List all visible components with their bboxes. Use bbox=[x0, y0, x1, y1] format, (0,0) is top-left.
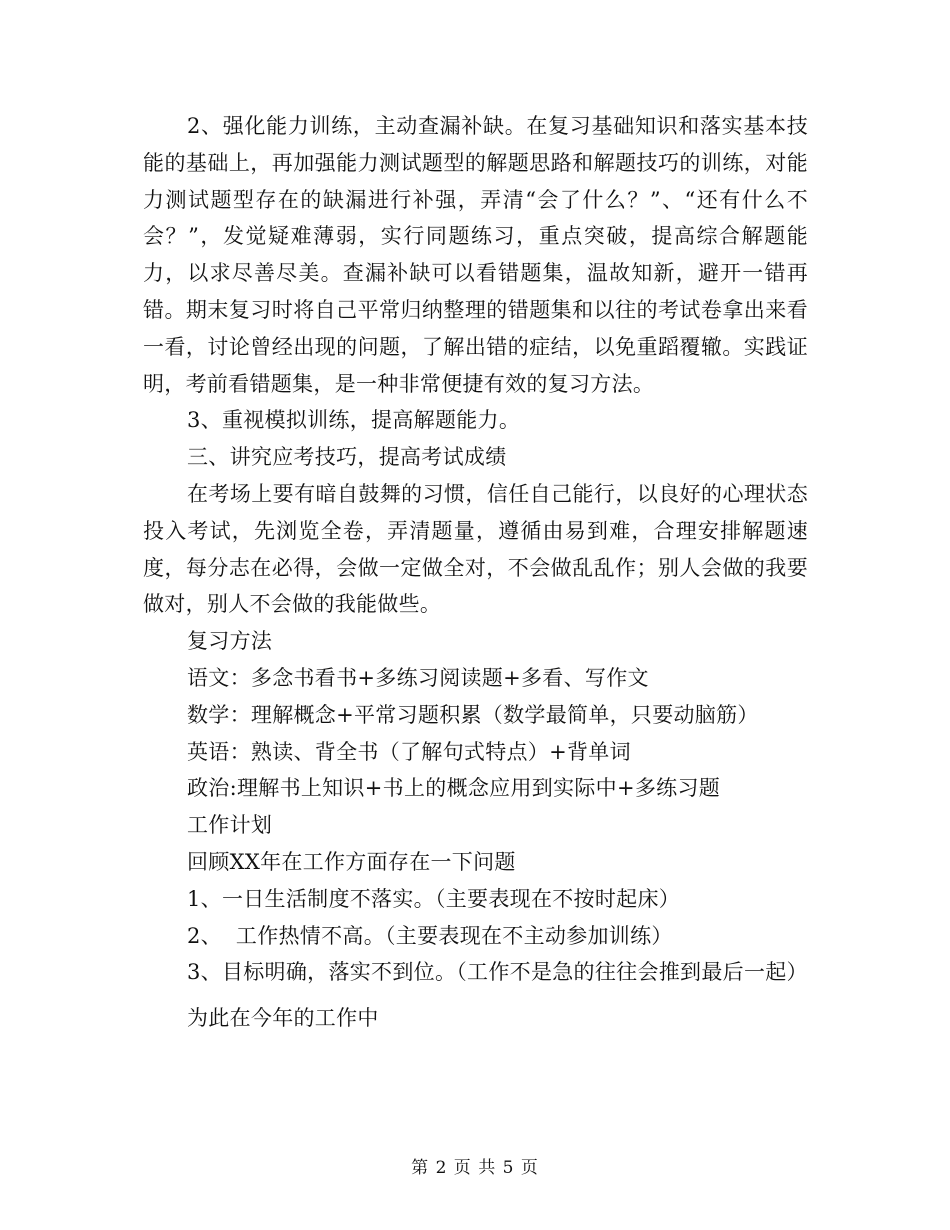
page-number-footer: 第 2 页 共 5 页 bbox=[411, 1158, 539, 1178]
paragraph-review-problems: 回顾XX年在工作方面存在一下问题 bbox=[187, 849, 516, 874]
document-body bbox=[143, 108, 808, 1037]
paragraph-exam-attitude: 在考场上要有暗自鼓舞的习惯，信任自己能行，以良好的心理状态投入考试，先浏览全卷，弄清题量，遵循由易到难，合理安排解题速度，每分志在必得，会做一定做全对，不会做乱乱作；别人会做的我要做对，别人不会做的我能做些。 bbox=[143, 481, 808, 617]
paragraph-this-year: 为此在今年的工作中 bbox=[187, 1006, 379, 1031]
heading-work-plan: 工作计划 bbox=[187, 813, 273, 838]
list-item-chinese: 语文：多念书看书+多练习阅读题+多看、写作文 bbox=[187, 665, 649, 690]
heading-review-methods: 复习方法 bbox=[187, 629, 273, 654]
list-item-english: 英语：熟读、背全书（了解句式特点）+背单词 bbox=[187, 739, 631, 764]
paragraph-review-method-3: 3、重视模拟训练，提高解题能力。 bbox=[187, 408, 521, 433]
section-heading-exam-skills: 三、讲究应考技巧，提高考试成绩 bbox=[187, 445, 507, 470]
problem-item-3: 3、目标明确，落实不到位。（工作不是急的往往会推到最后一起） bbox=[187, 960, 808, 985]
problem-item-1: 1、一日生活制度不落实。（主要表现在不按时起床） bbox=[187, 886, 681, 911]
list-item-politics: 政治:理解书上知识+书上的概念应用到实际中+多练习题 bbox=[187, 776, 721, 801]
problem-item-2: 2、 工作热情不高。（主要表现在不主动参加训练） bbox=[187, 923, 673, 948]
list-item-math: 数学：理解概念+平常习题积累（数学最简单，只要动脑筋） bbox=[187, 702, 759, 727]
paragraph-review-method-2: 2、强化能力训练，主动查漏补缺。在复习基础知识和落实基本技能的基础上，再加强能力测试题型的解题思路和解题技巧的训练，对能力测试题型存在的缺漏进行补强，弄清“会了什么？”、“还有什么不会？”，发觉疑难薄弱，实行同题练习，重点突破，提高综合解题能力，以求尽善尽美。查漏补缺可以看错题集，温故知新，避开一错再错。期末复习时将自己平常归纳整理的错题集和以往的考试卷拿出来看一看，讨论曾经出现的问题，了解出错的症结，以免重蹈覆辙。实践证明，考前看错题集，是一种非常便捷有效的复习方法。 bbox=[143, 114, 808, 396]
